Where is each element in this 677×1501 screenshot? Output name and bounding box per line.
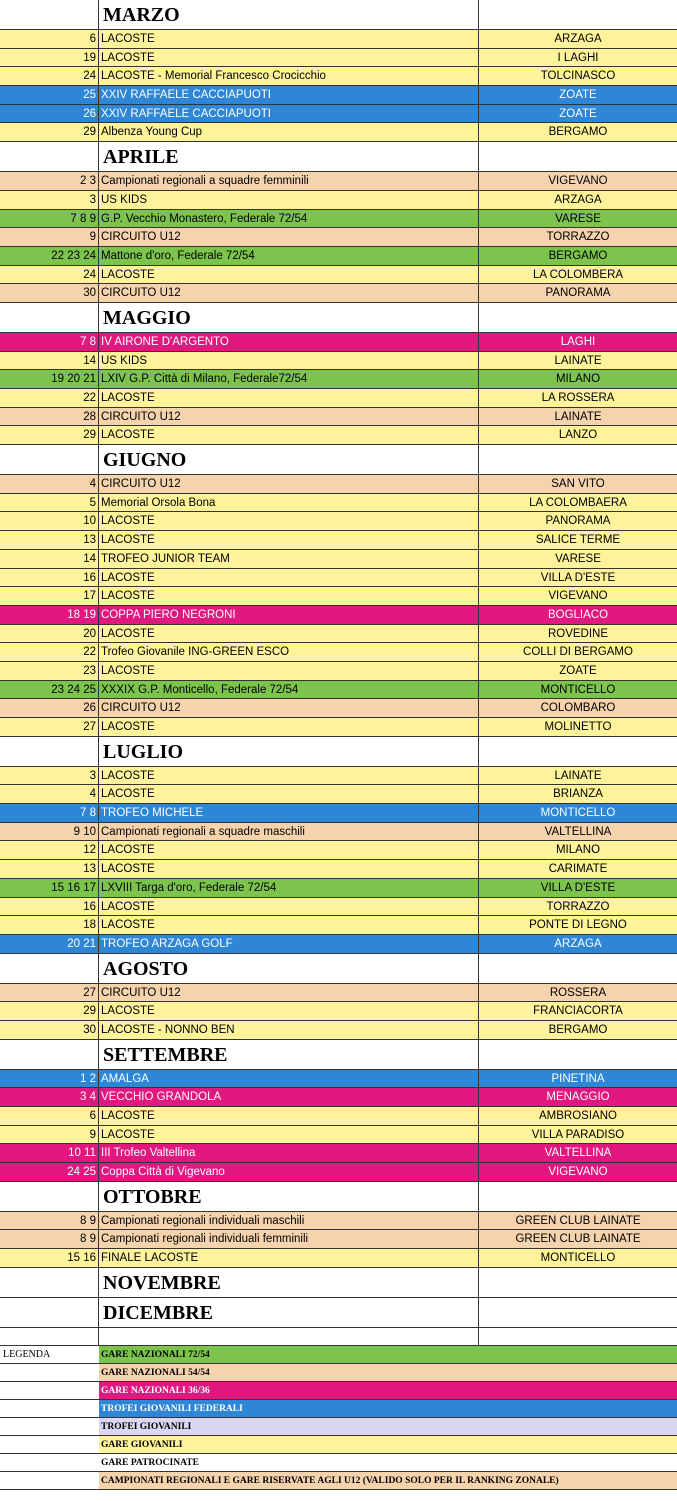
event-place: PONTE DI LEGNO [529, 919, 627, 932]
event-row [0, 898, 677, 917]
event-date: 30 [0, 284, 99, 302]
event-row [0, 1002, 677, 1021]
event-date: 26 [0, 105, 99, 123]
month-title: AGOSTO [99, 954, 479, 983]
event-date: 24 [0, 67, 99, 85]
event-name: CIRCUITO U12 [99, 228, 479, 246]
event-row [0, 266, 677, 285]
event-row [0, 823, 677, 842]
event-name: LACOSTE [99, 1107, 479, 1125]
event-row [0, 699, 677, 718]
event-date: 22 [0, 389, 99, 407]
event-date: 3 [0, 767, 99, 785]
event-place: GREEN CLUB LAINATE [515, 1233, 641, 1246]
legend-item: CAMPIONATI REGIONALI E GARE RISERVATE AGLI U12 (VALIDO SOLO PER IL RANKING ZONALE) [99, 1472, 677, 1489]
event-date: 26 [0, 699, 99, 717]
event-place: PINETINA [551, 1072, 605, 1085]
legend-item: GARE PATROCINATE [99, 1454, 677, 1471]
event-date: 7 8 [0, 333, 99, 351]
event-name: CIRCUITO U12 [99, 475, 479, 493]
event-date: 9 [0, 228, 99, 246]
event-date: 1 2 [0, 1070, 99, 1088]
event-place: VILLA PARADISO [531, 1128, 625, 1141]
event-row [0, 512, 677, 531]
event-row [0, 606, 677, 625]
event-row [0, 1088, 677, 1107]
event-date: 29 [0, 426, 99, 444]
event-date: 27 [0, 984, 99, 1002]
event-name: VECCHIO GRANDOLA [99, 1088, 479, 1106]
event-place: ROSSERA [549, 986, 607, 999]
legend-spacer [0, 1400, 99, 1417]
event-date: 23 24 25 [0, 681, 99, 699]
month-header [0, 445, 677, 475]
legend-spacer [0, 1418, 99, 1435]
event-date: 18 [0, 916, 99, 934]
event-row [0, 767, 677, 786]
event-date: 29 [0, 1002, 99, 1020]
event-date: 2 3 [0, 172, 99, 190]
event-row [0, 67, 677, 86]
legend-row [0, 1418, 677, 1436]
event-row [0, 370, 677, 389]
event-date: 8 9 [0, 1230, 99, 1248]
event-place: VARESE [555, 552, 601, 565]
month-title: OTTOBRE [99, 1182, 479, 1211]
event-date: 9 10 [0, 823, 99, 841]
event-row [0, 408, 677, 427]
event-place: MONTICELLO [540, 683, 616, 696]
event-name: LACOSTE [99, 916, 479, 934]
event-name: Campionati regionali individuali femminili [99, 1230, 479, 1248]
event-place: VALTELLINA [544, 825, 612, 838]
event-place: VILLA D'ESTE [540, 881, 616, 894]
event-row [0, 247, 677, 266]
event-date: 3 [0, 191, 99, 209]
month-title: GIUGNO [99, 445, 479, 474]
event-row [0, 352, 677, 371]
event-name: LXVIII Targa d'oro, Federale 72/54 [99, 879, 479, 897]
event-row [0, 879, 677, 898]
event-name: Campionati regionali individuali maschili [99, 1212, 479, 1230]
event-name: Albenza Young Cup [99, 123, 479, 141]
month-place-cell [479, 303, 677, 332]
event-name: CIRCUITO U12 [99, 408, 479, 426]
event-date: 19 [0, 49, 99, 67]
event-date: 3 4 [0, 1088, 99, 1106]
event-row [0, 210, 677, 229]
event-row [0, 1249, 677, 1268]
event-name: LACOSTE [99, 767, 479, 785]
month-header [0, 954, 677, 984]
event-place: COLLI DI BERGAMO [523, 646, 633, 659]
event-name: LACOSTE [99, 512, 479, 530]
event-date: 16 [0, 569, 99, 587]
month-date-cell [0, 445, 99, 474]
event-place: MONTICELLO [540, 1252, 616, 1265]
month-date-cell [0, 1040, 99, 1069]
event-row [0, 1070, 677, 1089]
event-place: BERGAMO [548, 126, 608, 139]
event-date: 15 16 [0, 1249, 99, 1267]
event-date: 15 16 17 [0, 879, 99, 897]
event-place: PANORAMA [545, 287, 611, 300]
event-date: 8 9 [0, 1212, 99, 1230]
event-name: III Trofeo Valtellina [99, 1144, 479, 1162]
month-title: DICEMBRE [99, 1298, 479, 1327]
event-date: 14 [0, 550, 99, 568]
event-place: ZOATE [559, 89, 597, 102]
event-date: 20 21 [0, 935, 99, 953]
event-row [0, 191, 677, 210]
event-name: US KIDS [99, 352, 479, 370]
month-title: LUGLIO [99, 737, 479, 766]
event-date: 24 25 [0, 1163, 99, 1181]
event-place: MILANO [555, 844, 601, 857]
legend-spacer [0, 1472, 99, 1489]
event-name: Campionati regionali a squadre maschili [99, 823, 479, 841]
event-place: VIGEVANO [548, 1166, 608, 1179]
event-date: 14 [0, 352, 99, 370]
legend-spacer [0, 1454, 99, 1471]
event-name: XXXIX G.P. Monticello, Federale 72/54 [99, 681, 479, 699]
event-place: BERGAMO [548, 1023, 608, 1036]
event-date: 24 [0, 266, 99, 284]
event-date: 13 [0, 531, 99, 549]
event-place: MILANO [555, 373, 601, 386]
event-place: TORRAZZO [546, 900, 610, 913]
event-date: 9 [0, 1126, 99, 1144]
event-row [0, 531, 677, 550]
month-title: APRILE [99, 142, 479, 171]
event-date: 13 [0, 860, 99, 878]
event-place: LA COLOMBAERA [529, 496, 627, 509]
event-name: CIRCUITO U12 [99, 284, 479, 302]
event-name: LACOSTE [99, 1126, 479, 1144]
event-row [0, 984, 677, 1003]
event-name: LACOSTE [99, 531, 479, 549]
event-name: LACOSTE [99, 49, 479, 67]
month-place-cell [479, 0, 677, 29]
month-date-cell [0, 1182, 99, 1211]
month-title: SETTEMBRE [99, 1040, 479, 1069]
event-name: TROFEO MICHELE [99, 804, 479, 822]
legend-row [0, 1454, 677, 1472]
event-date: 25 [0, 86, 99, 104]
event-name: TROFEO JUNIOR TEAM [99, 550, 479, 568]
event-place: VALTELLINA [544, 1147, 612, 1160]
event-date: 22 [0, 643, 99, 661]
event-name: Mattone d'oro, Federale 72/54 [99, 247, 479, 265]
event-row [0, 681, 677, 700]
event-place: VIGEVANO [548, 175, 608, 188]
event-place: PANORAMA [545, 515, 611, 528]
event-row [0, 718, 677, 737]
event-row [0, 333, 677, 352]
event-name: LACOSTE [99, 266, 479, 284]
month-header [0, 1298, 677, 1328]
event-place: SALICE TERME [535, 534, 621, 547]
month-place-cell [479, 1298, 677, 1327]
event-place: VARESE [555, 212, 601, 225]
event-place: CARIMATE [548, 863, 608, 876]
month-date-cell [0, 0, 99, 29]
spacer-row [0, 1328, 677, 1346]
event-row [0, 785, 677, 804]
month-date-cell [0, 1268, 99, 1297]
legend-row [0, 1436, 677, 1454]
event-date: 19 20 21 [0, 370, 99, 388]
month-place-cell [479, 1182, 677, 1211]
event-name: Coppa Città di Vigevano [99, 1163, 479, 1181]
event-row [0, 172, 677, 191]
event-name: TROFEO ARZAGA GOLF [99, 935, 479, 953]
event-place: BRIANZA [553, 788, 603, 801]
event-name: XXIV RAFFAELE CACCIAPUOTI [99, 86, 479, 104]
event-place: ZOATE [559, 664, 597, 677]
event-date: 17 [0, 587, 99, 605]
event-place: ARZAGA [554, 193, 602, 206]
event-row [0, 105, 677, 124]
month-header [0, 737, 677, 767]
legend-item: GARE NAZIONALI 36/36 [99, 1382, 677, 1399]
event-place: MOLINETTO [544, 721, 612, 733]
event-date: 16 [0, 898, 99, 916]
month-date-cell [0, 737, 99, 766]
event-place: ARZAGA [554, 937, 602, 950]
event-date: 7 8 [0, 804, 99, 822]
event-row [0, 1107, 677, 1126]
event-row [0, 1126, 677, 1145]
event-place: AMBROSIANO [539, 1110, 617, 1122]
event-date: 6 [0, 30, 99, 48]
event-row [0, 284, 677, 303]
month-place-cell [479, 954, 677, 983]
event-row [0, 1021, 677, 1040]
event-row [0, 916, 677, 935]
event-name: LACOSTE [99, 426, 479, 444]
spacer-name [99, 1328, 479, 1345]
event-row [0, 860, 677, 879]
legend-title: LEGENDA [3, 1348, 51, 1360]
event-name: Memorial Orsola Bona [99, 494, 479, 512]
event-date: 22 23 24 [0, 247, 99, 265]
month-place-cell [479, 445, 677, 474]
event-name: Trofeo Giovanile ING-GREEN ESCO [99, 643, 479, 661]
legend-row [0, 1400, 677, 1418]
event-place: GREEN CLUB LAINATE [515, 1214, 641, 1227]
event-place: ARZAGA [554, 33, 602, 45]
event-name: AMALGA [99, 1070, 479, 1088]
event-date: 4 [0, 475, 99, 493]
month-place-cell [479, 1268, 677, 1297]
event-place: TORRAZZO [546, 231, 610, 244]
event-name: LACOSTE [99, 860, 479, 878]
legend-item: TROFEI GIOVANILI FEDERALI [99, 1400, 677, 1417]
event-place: TOLCINASCO [540, 70, 616, 83]
month-date-cell [0, 954, 99, 983]
event-row [0, 841, 677, 860]
legend-spacer [0, 1382, 99, 1399]
event-date: 27 [0, 718, 99, 736]
month-title: MAGGIO [99, 303, 479, 332]
event-date: 6 [0, 1107, 99, 1125]
event-date: 7 8 9 [0, 210, 99, 228]
spacer-place [479, 1328, 677, 1345]
event-row [0, 30, 677, 49]
month-title: MARZO [99, 0, 479, 29]
event-place: LAINATE [554, 410, 602, 423]
event-place: LAGHI [560, 335, 596, 348]
event-date: 12 [0, 841, 99, 859]
month-header [0, 1182, 677, 1212]
month-place-cell [479, 142, 677, 171]
event-name: LACOSTE [99, 718, 479, 736]
event-row [0, 643, 677, 662]
event-name: CIRCUITO U12 [99, 984, 479, 1002]
event-place: LAINATE [554, 769, 602, 782]
event-date: 10 [0, 512, 99, 530]
event-name: LACOSTE [99, 1002, 479, 1020]
event-place: VIGEVANO [548, 590, 608, 603]
month-place-cell [479, 737, 677, 766]
month-header [0, 303, 677, 333]
event-date: 29 [0, 123, 99, 141]
event-name: IV AIRONE D'ARGENTO [99, 333, 479, 351]
event-date: 30 [0, 1021, 99, 1039]
month-title: NOVEMBRE [99, 1268, 479, 1297]
event-row [0, 587, 677, 606]
event-row [0, 426, 677, 445]
event-place: LA COLOMBERA [532, 268, 624, 281]
event-place: I LAGHI [557, 51, 599, 64]
legend-item: GARE GIOVANILI [99, 1436, 677, 1453]
event-row [0, 1163, 677, 1182]
event-name: LACOSTE [99, 587, 479, 605]
legend-item: TROFEI GIOVANILI [99, 1418, 677, 1435]
month-header [0, 0, 677, 30]
event-place: BERGAMO [548, 249, 608, 262]
event-row [0, 228, 677, 247]
event-row [0, 475, 677, 494]
event-row [0, 389, 677, 408]
event-name: LXIV G.P. Città di Milano, Federale72/54 [99, 370, 479, 388]
month-header [0, 1040, 677, 1070]
event-date: 5 [0, 494, 99, 512]
event-name: LACOSTE [99, 30, 479, 48]
event-name: LACOSTE [99, 841, 479, 859]
event-date: 20 [0, 625, 99, 643]
event-row [0, 1230, 677, 1249]
legend-item: GARE NAZIONALI 72/54 [99, 1346, 677, 1363]
event-date: 18 19 [0, 606, 99, 624]
event-name: CIRCUITO U12 [99, 699, 479, 717]
event-place: ROVEDINE [547, 627, 609, 640]
event-row [0, 935, 677, 954]
spacer-date [0, 1328, 99, 1345]
event-place: MONTICELLO [540, 807, 616, 820]
event-row [0, 625, 677, 644]
event-row [0, 123, 677, 142]
event-row [0, 804, 677, 823]
event-name: LACOSTE [99, 389, 479, 407]
legend-row [0, 1382, 677, 1400]
event-name: FINALE LACOSTE [99, 1249, 479, 1267]
legend-row [0, 1472, 677, 1490]
month-date-cell [0, 142, 99, 171]
event-place: SAN VITO [551, 478, 605, 491]
event-name: LACOSTE [99, 625, 479, 643]
event-row [0, 1144, 677, 1163]
event-place: FRANCIACORTA [533, 1005, 623, 1018]
event-row [0, 569, 677, 588]
event-name: LACOSTE [99, 898, 479, 916]
event-row [0, 662, 677, 681]
event-name: LACOSTE - Memorial Francesco Crocicchio [99, 67, 479, 85]
event-date: 10 11 [0, 1144, 99, 1162]
event-name: COPPA PIERO NEGRONI [99, 606, 479, 624]
event-place: VILLA D'ESTE [540, 571, 616, 584]
event-place: BOGLIACO [547, 608, 609, 621]
month-date-cell [0, 303, 99, 332]
legend-row [0, 1364, 677, 1382]
event-row [0, 550, 677, 569]
month-header [0, 1268, 677, 1298]
event-date: 4 [0, 785, 99, 803]
event-date: 28 [0, 408, 99, 426]
legend-spacer [0, 1364, 99, 1381]
event-name: LACOSTE [99, 785, 479, 803]
event-row [0, 49, 677, 68]
event-place: LA ROSSERA [541, 392, 615, 404]
month-header [0, 142, 677, 172]
event-place: COLOMBARO [540, 702, 616, 715]
event-place: ZOATE [559, 107, 597, 120]
legend-item: GARE NAZIONALI 54/54 [99, 1364, 677, 1381]
legend-row [0, 1346, 677, 1364]
event-name: Campionati regionali a squadre femminili [99, 172, 479, 190]
event-name: G.P. Vecchio Monastero, Federale 72/54 [99, 210, 479, 228]
event-date: 23 [0, 662, 99, 680]
legend-spacer [0, 1436, 99, 1453]
event-place: LANZO [558, 429, 598, 442]
event-row [0, 86, 677, 105]
event-row [0, 1212, 677, 1231]
event-name: LACOSTE [99, 662, 479, 680]
month-date-cell [0, 1298, 99, 1327]
event-row [0, 494, 677, 513]
month-place-cell [479, 1040, 677, 1069]
event-name: LACOSTE - NONNO BEN [99, 1021, 479, 1039]
event-place: MENAGGIO [546, 1091, 610, 1104]
event-name: XXIV RAFFAELE CACCIAPUOTI [99, 105, 479, 123]
event-name: LACOSTE [99, 569, 479, 587]
event-place: LAINATE [554, 354, 602, 367]
event-name: US KIDS [99, 191, 479, 209]
